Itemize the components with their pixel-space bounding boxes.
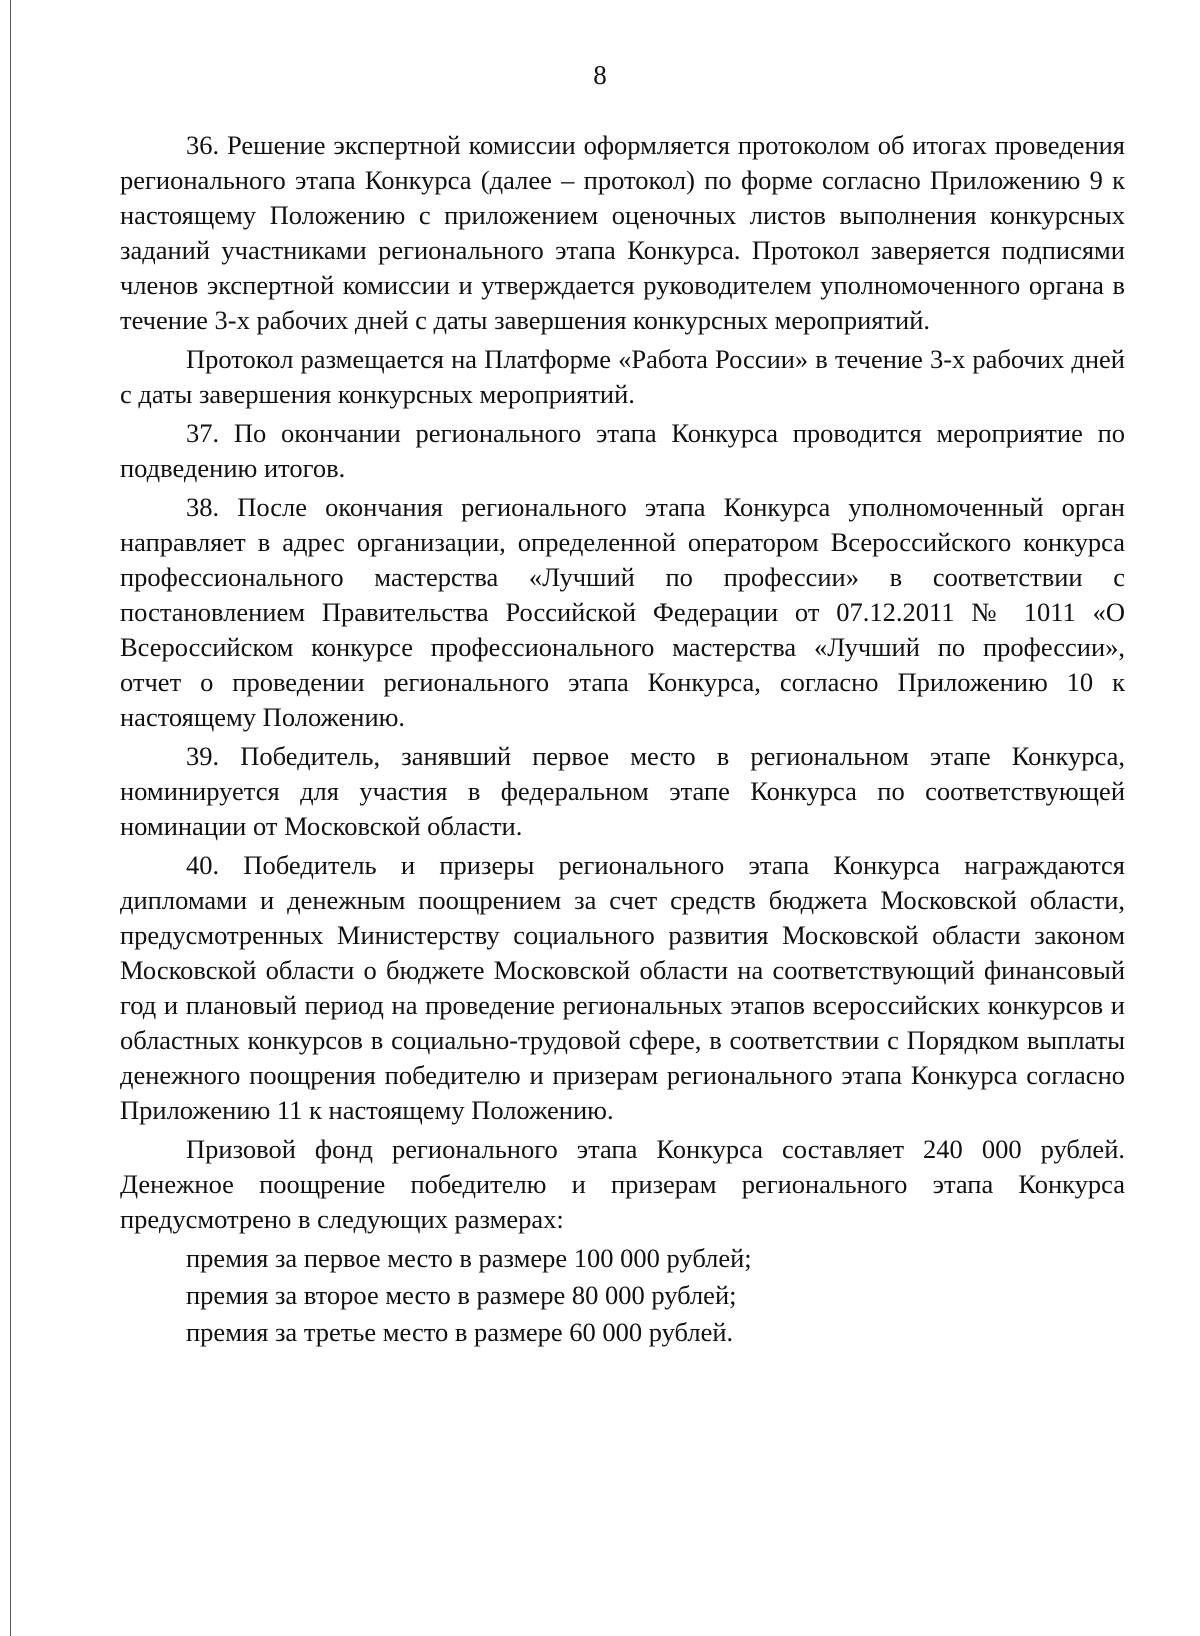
page-number: 8 xyxy=(593,60,607,90)
prize-item-third-place: премия за третье место в размере 60 000 рублей. xyxy=(186,1317,734,1347)
paragraph-39: 39. Победитель, занявший первое место в региональном этапе Конкурса, номинируется для участия в федеральном этапе Конкурса по соответствующей номинации от Московской области. xyxy=(120,741,1125,841)
prize-item-second-place: премия за второе место в размере 80 000 рублей; xyxy=(186,1280,737,1310)
paragraph-40: 40. Победитель и призеры регионального этапа Конкурса награждаются дипломами и денежным поощрением за счет средств бюджета Московской области, предусмотренных Министерству социального развития Московской области законом Московской области о бюджете Московской области на соответствующий финансовый год и плановый период на проведение региональных этапов всероссийских конкурсов и областных конкурсов в социально-трудовой сфере, в соответствии с Порядком выплаты денежного поощрения победителю и призерам регионального этапа Конкурса согласно Приложению 11 к настоящему Положению. xyxy=(120,850,1125,1125)
paragraph-37: 37. По окончании регионального этапа Конкурса проводится мероприятие по подведению итогов. xyxy=(120,418,1125,483)
paragraph-prize-fund: Призовой фонд регионального этапа Конкурса составляет 240 000 рублей. Денежное поощрение победителю и призерам регионального этапа Конкурса предусмотрено в следующих размерах: xyxy=(120,1134,1125,1234)
prize-item-first-place: премия за первое место в размере 100 000 рублей; xyxy=(186,1243,752,1273)
scan-edge-line xyxy=(10,0,11,1636)
document-body xyxy=(120,128,1125,1352)
paragraph-36: 36. Решение экспертной комиссии оформляется протоколом об итогах проведения регионального этапа Конкурса (далее – протокол) по форме согласно Приложению 9 к настоящему Положению с приложением оценочных листов выполнения конкурсных заданий участниками регионального этапа Конкурса. Протокол заверяется подписями членов экспертной комиссии и утверждается руководителем уполномоченного органа в течение 3-х рабочих дней с даты завершения конкурсных мероприятий. xyxy=(120,130,1125,335)
paragraph-protocol-publication: Протокол размещается на Платформе «Работа России» в течение 3-х рабочих дней с даты завершения конкурсных мероприятий. xyxy=(120,344,1125,409)
paragraph-38: 38. После окончания регионального этапа Конкурса уполномоченный орган направляет в адрес организации, определенной оператором Всероссийского конкурса профессионального мастерства «Лучший по профессии» в соответствии с постановлением Правительства Российской Федерации от 07.12.2011 № 1011 «О Всероссийском конкурсе профессионального мастерства «Лучший по профессии», отчет о проведении регионального этапа Конкурса, согласно Приложению 10 к настоящему Положению. xyxy=(120,492,1125,732)
